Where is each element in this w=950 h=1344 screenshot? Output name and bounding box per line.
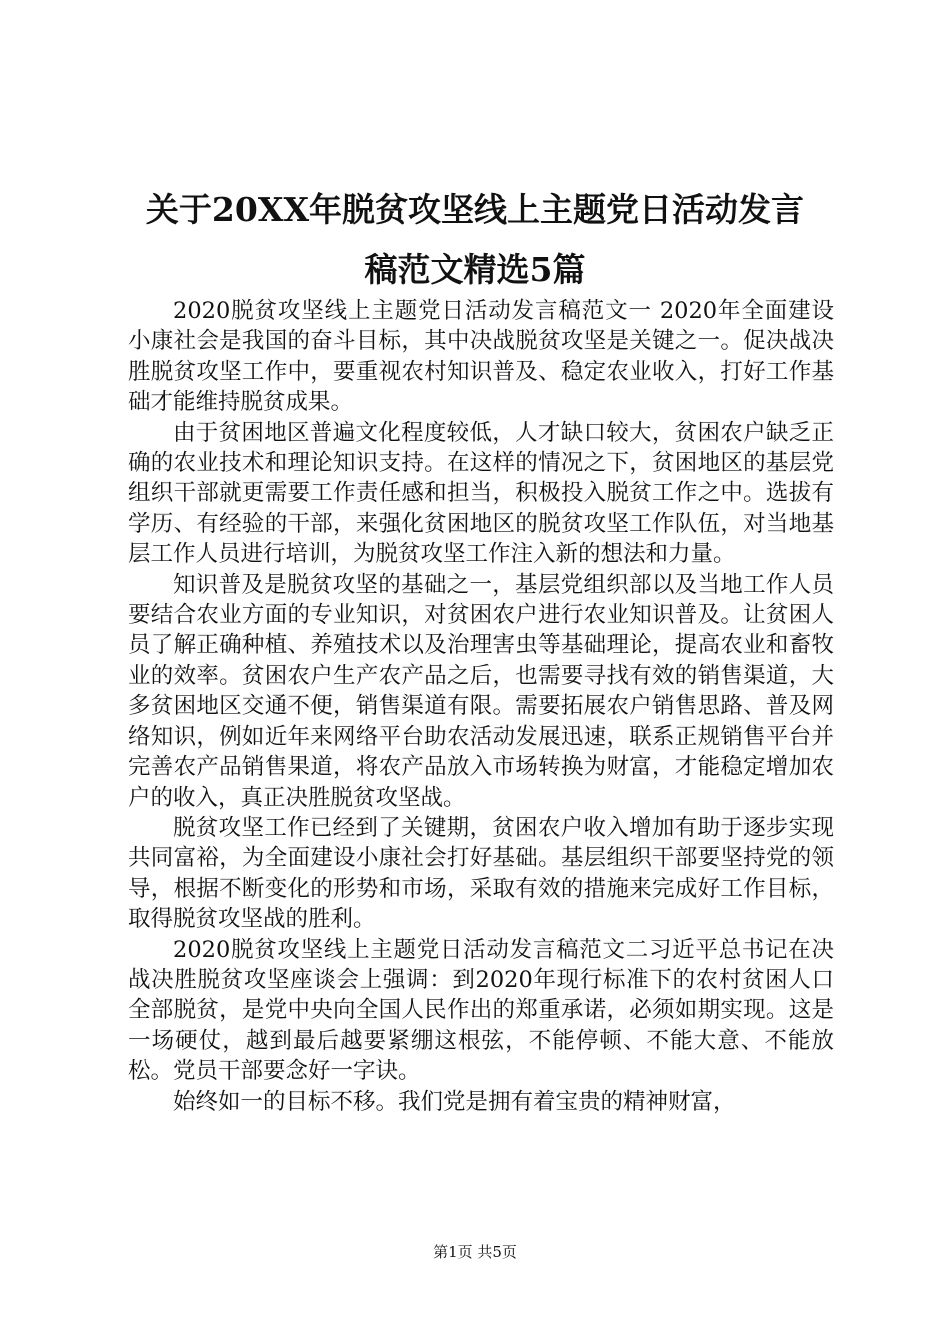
page-footer: 第1页 共5页 (433, 1243, 517, 1261)
paragraph: 2020脱贫攻坚线上主题党日活动发言稿范文一 2020年全面建设小康社会是我国的奋斗目标，其中决战脱贫攻坚是关键之一。促决战决胜脱贫攻坚工作中，要重视农村知识普及、稳定农业收入，打好工作基础才能维持脱贫成果。 (128, 298, 834, 416)
paragraph: 2020脱贫攻坚线上主题党日活动发言稿范文二习近平总书记在决战决胜脱贫攻坚座谈会上强调：到2020年现行标准下的农村贫困人口全部脱贫，是党中央向全国人民作出的郑重承诺，必须如期实现。这是一场硬仗，越到最后越要紧绷这根弦，不能停顿、不能大意、不能放松。党员干部要念好一字诀。 (128, 936, 834, 1085)
paragraph: 知识普及是脱贫攻坚的基础之一，基层党组织部以及当地工作人员要结合农业方面的专业知识，对贫困农户进行农业知识普及。让贫困人员了解正确种植、养殖技术以及治理害虫等基础理论，提高农业和畜牧业的效率。贫困农户生产农产品之后，也需要寻找有效的销售渠道，大多贫困地区交通不便，销售渠道有限。需要拓展农户销售思路、普及网络知识，例如近年来网络平台助农活动发展迅速，联系正规销售平台并完善农产品销售果道，将农产品放入市场转换为财富，才能稳定增加农户的收入，真正决胜脱贫攻坚战。 (128, 571, 834, 811)
paragraph: 脱贫攻坚工作已经到了关键期，贫困农户收入增加有助于逐步实现共同富裕，为全面建设小康社会打好基础。基层组织干部要坚持党的领导，根据不断变化的形势和市场，采取有效的措施来完成好工作目标，取得脱贫攻坚战的胜利。 (128, 814, 834, 933)
document-title-line-1: 关于20XX年脱贫攻坚线上主题党日活动发言 (145, 190, 805, 229)
paragraph: 由于贫困地区普遍文化程度较低，人才缺口较大，贫困农户缺乏正确的农业技术和理论知识支持。在这样的情况之下，贫困地区的基层党组织干部就更需要工作责任感和担当，积极投入脱贫工作之中。选拔有学历、有经验的干部，来强化贫困地区的脱贫攻坚工作队伍，对当地基层工作人员进行培训，为脱贫攻坚工作注入新的想法和力量。 (128, 419, 834, 568)
paragraph: 始终如一的目标不移。我们党是拥有着宝贵的精神财富， (173, 1088, 736, 1115)
document-title-line-2: 稿范文精选5篇 (364, 250, 586, 289)
document-body (128, 296, 834, 1117)
